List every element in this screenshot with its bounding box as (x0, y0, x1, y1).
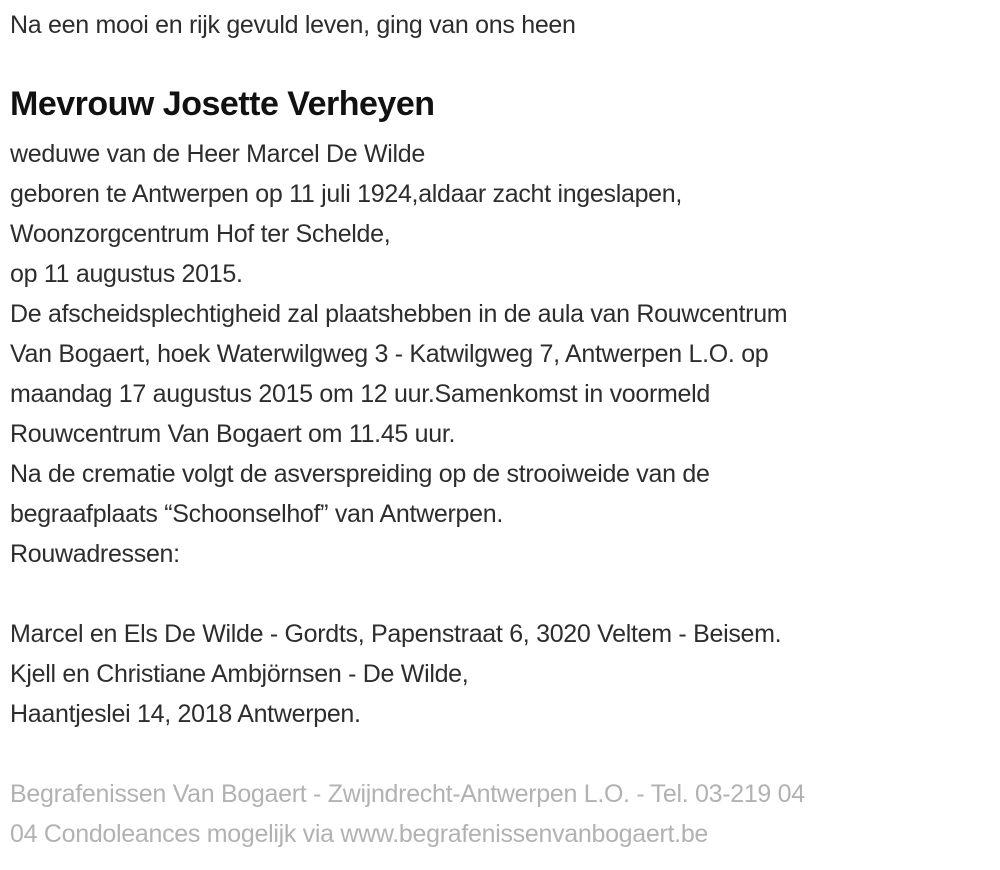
funeral-home-footer (10, 774, 990, 854)
body-line: Woonzorgcentrum Hof ter Schelde, (10, 220, 391, 248)
mourning-addresses-label: Rouwadressen: (10, 540, 180, 568)
body-line: maandag 17 augustus 2015 om 12 uur.Samenkomst in voormeld (10, 380, 711, 408)
announcement-body (10, 134, 990, 574)
address-line: Kjell en Christiane Ambjörnsen - De Wilde, (10, 660, 469, 688)
footer-line: Begrafenissen Van Bogaert - Zwijndrecht-Antwerpen L.O. - Tel. 03-219 04 (10, 780, 805, 808)
body-line: begraafplaats “Schoonselhof” van Antwerpen. (10, 500, 503, 528)
footer-line: 04 Condoleances mogelijk via www.begrafenissenvanbogaert.be (10, 820, 709, 848)
body-line: De afscheidsplechtigheid zal plaatshebben in de aula van Rouwcentrum (10, 300, 788, 328)
address-line: Haantjeslei 14, 2018 Antwerpen. (10, 700, 361, 728)
deceased-name-heading: Mevrouw Josette Verheyen (10, 85, 435, 123)
address-line: Marcel en Els De Wilde - Gordts, Papenstraat 6, 3020 Veltem - Beisem. (10, 620, 782, 648)
body-line: op 11 augustus 2015. (10, 260, 243, 288)
body-line: weduwe van de Heer Marcel De Wilde (10, 140, 425, 168)
body-line: Van Bogaert, hoek Waterwilgweg 3 - Katwilgweg 7, Antwerpen L.O. op (10, 340, 769, 368)
intro-line: Na een mooi en rijk gevuld leven, ging van ons heen (10, 11, 576, 39)
mourning-addresses (10, 614, 990, 734)
body-line: geboren te Antwerpen op 11 juli 1924,aldaar zacht ingeslapen, (10, 180, 683, 208)
body-line: Rouwcentrum Van Bogaert om 11.45 uur. (10, 420, 456, 448)
body-line: Na de crematie volgt de asverspreiding op de strooiweide van de (10, 460, 710, 488)
